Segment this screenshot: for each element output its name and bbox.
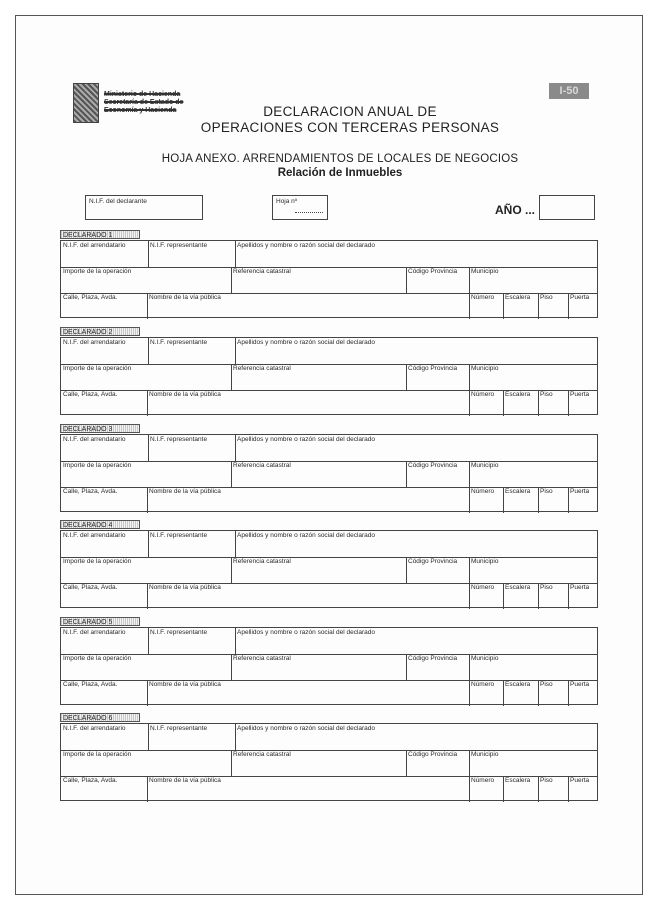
nombre-via-cell[interactable] <box>147 776 469 802</box>
apellidos-label: Apellidos y nombre o razón social del declarado <box>237 242 376 249</box>
municipio-label: Municipio <box>471 558 499 565</box>
escalera-label: Escalera <box>505 391 531 398</box>
codigo-provincia-cell[interactable] <box>406 364 469 390</box>
calle-cell[interactable] <box>61 487 147 513</box>
puerta-label: Puerta <box>570 488 590 495</box>
declarado-grid <box>60 337 598 415</box>
declarado-tab: DECLARADO 1 <box>60 230 140 239</box>
referencia-catastral-label: Referencia catastral <box>233 751 291 758</box>
codigo-provincia-label: Código Provincia <box>408 365 458 372</box>
referencia-catastral-cell[interactable] <box>231 750 406 776</box>
model-badge: I-50 <box>549 83 589 99</box>
escalera-label: Escalera <box>505 488 531 495</box>
nif-representante-cell[interactable] <box>148 338 235 364</box>
nombre-via-label: Nombre de la vía pública <box>149 777 221 784</box>
municipio-label: Municipio <box>471 462 499 469</box>
nif-representante-cell[interactable] <box>148 531 235 557</box>
nif-representante-cell[interactable] <box>148 241 235 267</box>
piso-cell[interactable] <box>538 583 568 609</box>
escalera-cell[interactable] <box>503 680 538 706</box>
referencia-catastral-cell[interactable] <box>231 364 406 390</box>
puerta-cell[interactable] <box>568 390 599 416</box>
apellidos-cell[interactable] <box>235 724 599 750</box>
piso-cell[interactable] <box>538 293 568 319</box>
piso-label: Piso <box>540 584 553 591</box>
nif-arrendatario-label: N.I.F. del arrendatario <box>63 725 126 732</box>
importe-label: Importe de la operación <box>63 365 132 372</box>
nif-arrendatario-cell[interactable] <box>61 241 148 267</box>
declarado-tab: DECLARADO 4 <box>60 520 140 529</box>
nif-arrendatario-cell[interactable] <box>61 628 148 654</box>
calle-cell[interactable] <box>61 680 147 706</box>
piso-label: Piso <box>540 777 553 784</box>
referencia-catastral-label: Referencia catastral <box>233 655 291 662</box>
referencia-catastral-cell[interactable] <box>231 461 406 487</box>
calle-cell[interactable] <box>61 293 147 319</box>
ano-field[interactable] <box>539 195 595 220</box>
declarado-tab: DECLARADO 5 <box>60 617 140 626</box>
referencia-catastral-label: Referencia catastral <box>233 462 291 469</box>
nif-arrendatario-label: N.I.F. del arrendatario <box>63 532 126 539</box>
escalera-cell[interactable] <box>503 293 538 319</box>
numero-label: Número <box>471 391 495 398</box>
puerta-cell[interactable] <box>568 776 599 802</box>
nombre-via-cell[interactable] <box>147 583 469 609</box>
referencia-catastral-label: Referencia catastral <box>233 268 291 275</box>
nif-representante-cell[interactable] <box>148 628 235 654</box>
calle-cell[interactable] <box>61 390 147 416</box>
nif-declarante-label: N.I.F. del declarante <box>89 198 147 205</box>
escalera-label: Escalera <box>505 294 531 301</box>
codigo-provincia-cell[interactable] <box>406 557 469 583</box>
numero-cell[interactable] <box>469 487 503 513</box>
hoja-label: Hoja nº <box>276 198 298 205</box>
ano-label: AÑO ... <box>495 203 536 217</box>
importe-cell[interactable] <box>61 364 231 390</box>
escalera-label: Escalera <box>505 777 531 784</box>
nombre-via-label: Nombre de la vía pública <box>149 488 221 495</box>
form-title-line-2: OPERACIONES CON TERCERAS PERSONAS <box>200 120 500 135</box>
importe-cell[interactable] <box>61 461 231 487</box>
municipio-label: Municipio <box>471 655 499 662</box>
puerta-label: Puerta <box>570 777 590 784</box>
numero-cell[interactable] <box>469 776 503 802</box>
referencia-catastral-cell[interactable] <box>231 654 406 680</box>
nif-representante-label: N.I.F. representante <box>150 725 208 732</box>
referencia-catastral-cell[interactable] <box>231 557 406 583</box>
importe-label: Importe de la operación <box>63 751 132 758</box>
form-title-line-1: DECLARACION ANUAL DE <box>263 104 437 119</box>
codigo-provincia-label: Código Provincia <box>408 655 458 662</box>
nif-arrendatario-label: N.I.F. del arrendatario <box>63 436 126 443</box>
declarado-tab: DECLARADO 2 <box>60 327 140 336</box>
piso-label: Piso <box>540 391 553 398</box>
ministry-line-1: Ministerio de Hacienda <box>104 91 181 98</box>
nombre-via-label: Nombre de la vía pública <box>149 294 221 301</box>
apellidos-cell[interactable] <box>235 531 599 557</box>
referencia-catastral-cell[interactable] <box>231 267 406 293</box>
escalera-cell[interactable] <box>503 487 538 513</box>
piso-cell[interactable] <box>538 487 568 513</box>
nif-representante-label: N.I.F. representante <box>150 242 208 249</box>
municipio-cell[interactable] <box>469 461 599 487</box>
nombre-via-label: Nombre de la vía pública <box>149 391 221 398</box>
apellidos-label: Apellidos y nombre o razón social del declarado <box>237 629 376 636</box>
piso-label: Piso <box>540 681 553 688</box>
numero-cell[interactable] <box>469 293 503 319</box>
calle-label: Calle, Plaza, Avda. <box>63 294 118 301</box>
calle-label: Calle, Plaza, Avda. <box>63 681 118 688</box>
puerta-cell[interactable] <box>568 583 599 609</box>
municipio-cell[interactable] <box>469 364 599 390</box>
declarado-tab: DECLARADO 3 <box>60 424 140 433</box>
nif-arrendatario-cell[interactable] <box>61 435 148 461</box>
referencia-catastral-label: Referencia catastral <box>233 365 291 372</box>
puerta-label: Puerta <box>570 391 590 398</box>
importe-cell[interactable] <box>61 557 231 583</box>
nif-arrendatario-cell[interactable] <box>61 531 148 557</box>
codigo-provincia-label: Código Provincia <box>408 558 458 565</box>
nif-arrendatario-label: N.I.F. del arrendatario <box>63 242 126 249</box>
municipio-label: Municipio <box>471 365 499 372</box>
numero-label: Número <box>471 681 495 688</box>
municipio-label: Municipio <box>471 268 499 275</box>
codigo-provincia-label: Código Provincia <box>408 268 458 275</box>
declarado-tab: DECLARADO 6 <box>60 713 140 722</box>
nif-representante-cell[interactable] <box>148 724 235 750</box>
nif-representante-label: N.I.F. representante <box>150 532 208 539</box>
numero-label: Número <box>471 488 495 495</box>
apellidos-label: Apellidos y nombre o razón social del declarado <box>237 725 376 732</box>
escalera-cell[interactable] <box>503 390 538 416</box>
declarado-grid <box>60 627 598 705</box>
hoja-number-field[interactable] <box>272 195 328 220</box>
nif-arrendatario-cell[interactable] <box>61 724 148 750</box>
nif-representante-label: N.I.F. representante <box>150 436 208 443</box>
importe-cell[interactable] <box>61 267 231 293</box>
municipio-cell[interactable] <box>469 557 599 583</box>
ministry-line-3: Economía y Hacienda <box>104 107 177 114</box>
apellidos-label: Apellidos y nombre o razón social del declarado <box>237 436 376 443</box>
nif-representante-cell[interactable] <box>148 435 235 461</box>
ministry-name <box>104 91 214 115</box>
escalera-label: Escalera <box>505 681 531 688</box>
apellidos-cell[interactable] <box>235 435 599 461</box>
puerta-cell[interactable] <box>568 293 599 319</box>
nif-arrendatario-cell[interactable] <box>61 338 148 364</box>
calle-cell[interactable] <box>61 583 147 609</box>
form-title <box>200 104 500 136</box>
calle-label: Calle, Plaza, Avda. <box>63 777 118 784</box>
numero-cell[interactable] <box>469 390 503 416</box>
piso-cell[interactable] <box>538 680 568 706</box>
puerta-label: Puerta <box>570 681 590 688</box>
piso-cell[interactable] <box>538 390 568 416</box>
nif-representante-label: N.I.F. representante <box>150 339 208 346</box>
calle-cell[interactable] <box>61 776 147 802</box>
declarado-grid <box>60 723 598 801</box>
piso-label: Piso <box>540 294 553 301</box>
codigo-provincia-cell[interactable] <box>406 267 469 293</box>
apellidos-cell[interactable] <box>235 241 599 267</box>
municipio-cell[interactable] <box>469 750 599 776</box>
puerta-label: Puerta <box>570 584 590 591</box>
numero-cell[interactable] <box>469 583 503 609</box>
piso-cell[interactable] <box>538 776 568 802</box>
nombre-via-label: Nombre de la vía pública <box>149 681 221 688</box>
nombre-via-label: Nombre de la vía pública <box>149 584 221 591</box>
puerta-cell[interactable] <box>568 680 599 706</box>
nif-arrendatario-label: N.I.F. del arrendatario <box>63 629 126 636</box>
numero-label: Número <box>471 294 495 301</box>
apellidos-cell[interactable] <box>235 628 599 654</box>
importe-label: Importe de la operación <box>63 558 132 565</box>
codigo-provincia-cell[interactable] <box>406 654 469 680</box>
importe-cell[interactable] <box>61 750 231 776</box>
declarado-grid <box>60 434 598 512</box>
calle-label: Calle, Plaza, Avda. <box>63 391 118 398</box>
apellidos-label: Apellidos y nombre o razón social del declarado <box>237 339 376 346</box>
piso-label: Piso <box>540 488 553 495</box>
form-subtitle-2: Relación de Inmuebles <box>277 167 403 179</box>
calle-label: Calle, Plaza, Avda. <box>63 584 118 591</box>
coat-of-arms-logo <box>73 83 99 123</box>
nombre-via-cell[interactable] <box>147 390 469 416</box>
importe-label: Importe de la operación <box>63 462 132 469</box>
ministry-line-2: Secretaría de Estado de <box>104 99 184 106</box>
nif-declarante-field[interactable] <box>85 195 203 220</box>
numero-label: Número <box>471 777 495 784</box>
escalera-cell[interactable] <box>503 583 538 609</box>
codigo-provincia-label: Código Provincia <box>408 462 458 469</box>
declarado-grid <box>60 240 598 318</box>
codigo-provincia-cell[interactable] <box>406 461 469 487</box>
importe-label: Importe de la operación <box>63 268 132 275</box>
hoja-dotted-line <box>295 212 323 213</box>
escalera-cell[interactable] <box>503 776 538 802</box>
apellidos-label: Apellidos y nombre o razón social del declarado <box>237 532 376 539</box>
municipio-label: Municipio <box>471 751 499 758</box>
nif-representante-label: N.I.F. representante <box>150 629 208 636</box>
declarado-grid <box>60 530 598 608</box>
nombre-via-cell[interactable] <box>147 487 469 513</box>
escalera-label: Escalera <box>505 584 531 591</box>
puerta-label: Puerta <box>570 294 590 301</box>
importe-label: Importe de la operación <box>63 655 132 662</box>
codigo-provincia-cell[interactable] <box>406 750 469 776</box>
municipio-cell[interactable] <box>469 267 599 293</box>
nombre-via-cell[interactable] <box>147 293 469 319</box>
referencia-catastral-label: Referencia catastral <box>233 558 291 565</box>
apellidos-cell[interactable] <box>235 338 599 364</box>
codigo-provincia-label: Código Provincia <box>408 751 458 758</box>
municipio-cell[interactable] <box>469 654 599 680</box>
form-subtitle: HOJA ANEXO. ARRENDAMIENTOS DE LOCALES DE NEGOCIOS <box>161 153 519 165</box>
nif-arrendatario-label: N.I.F. del arrendatario <box>63 339 126 346</box>
puerta-cell[interactable] <box>568 487 599 513</box>
calle-label: Calle, Plaza, Avda. <box>63 488 118 495</box>
importe-cell[interactable] <box>61 654 231 680</box>
nombre-via-cell[interactable] <box>147 680 469 706</box>
numero-label: Número <box>471 584 495 591</box>
numero-cell[interactable] <box>469 680 503 706</box>
